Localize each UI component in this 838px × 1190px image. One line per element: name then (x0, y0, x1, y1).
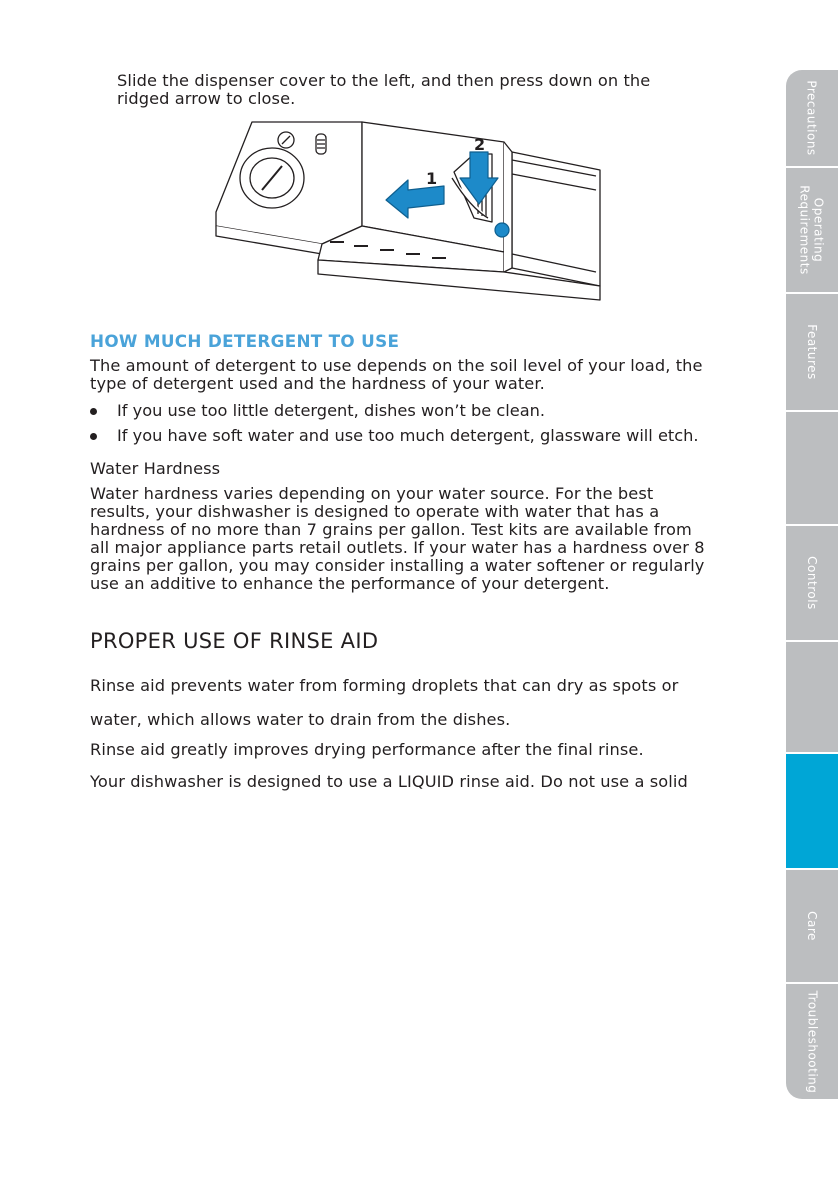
hardness-line: results, your dishwasher is designed to operate with water that has a (90, 502, 660, 521)
detergent-paragraph (90, 357, 770, 393)
detergent-bullet-list (90, 402, 699, 452)
bullet-dot-icon (90, 408, 97, 415)
hardness-line: hardness of no more than 7 grains per gallon. Test kits are available from (90, 520, 692, 539)
tab-precautions[interactable]: Precautions (786, 70, 838, 166)
rinse-aid-heading: PROPER USE OF RINSE AID (90, 629, 379, 653)
intro-line-2: ridged arrow to close. (117, 89, 296, 108)
hardness-line: Water hardness varies depending on your water source. For the best (90, 484, 654, 503)
tab-features[interactable]: Features (786, 294, 838, 410)
detergent-para-line-2: type of detergent used and the hardness of your water. (90, 374, 545, 393)
hardness-line: grains per gallon, you may consider installing a water softener or regularly (90, 556, 705, 575)
tab-care[interactable]: Care (786, 870, 838, 982)
tab-controls[interactable]: Controls (786, 526, 838, 640)
rinse-line-4: Your dishwasher is designed to use a LIQUID rinse aid. Do not use a solid (90, 772, 688, 791)
intro-text (117, 72, 757, 108)
rinse-line-2: water, which allows water to drain from the dishes. (90, 710, 511, 729)
tab-operating-requirements[interactable]: Operating Requirements (786, 168, 838, 292)
section-tabs (786, 70, 838, 1099)
arrow-label-2: 2 (474, 135, 486, 154)
rinse-line-1: Rinse aid prevents water from forming droplets that can dry as spots or (90, 676, 679, 695)
water-hardness-subheading: Water Hardness (90, 459, 221, 478)
bullet-dot-icon (90, 433, 97, 440)
bullet-item: If you use too little detergent, dishes won’t be clean. (90, 402, 699, 420)
water-hardness-paragraph (90, 485, 770, 593)
tab-blank-2[interactable] (786, 642, 838, 752)
detergent-para-line-1: The amount of detergent to use depends on the soil level of your load, the (90, 356, 703, 375)
tab-blank-1[interactable] (786, 412, 838, 524)
tab-troubleshooting[interactable]: Troubleshooting (786, 984, 838, 1099)
rinse-line-3: Rinse aid greatly improves drying performance after the final rinse. (90, 740, 644, 759)
dispenser-illustration (212, 114, 612, 308)
hardness-line: use an additive to enhance the performance of your detergent. (90, 574, 610, 593)
tray-right (512, 152, 600, 286)
bullet-item: If you have soft water and use too much detergent, glassware will etch. (90, 427, 699, 445)
arrow-label-1: 1 (426, 169, 438, 188)
detergent-heading: HOW MUCH DETERGENT TO USE (90, 331, 400, 351)
tab-active[interactable] (786, 754, 838, 868)
latch-button-icon (495, 223, 509, 237)
hardness-line: all major appliance parts retail outlets. If your water has a hardness over 8 (90, 538, 705, 557)
intro-line-1: Slide the dispenser cover to the left, and then press down on the (117, 71, 651, 90)
